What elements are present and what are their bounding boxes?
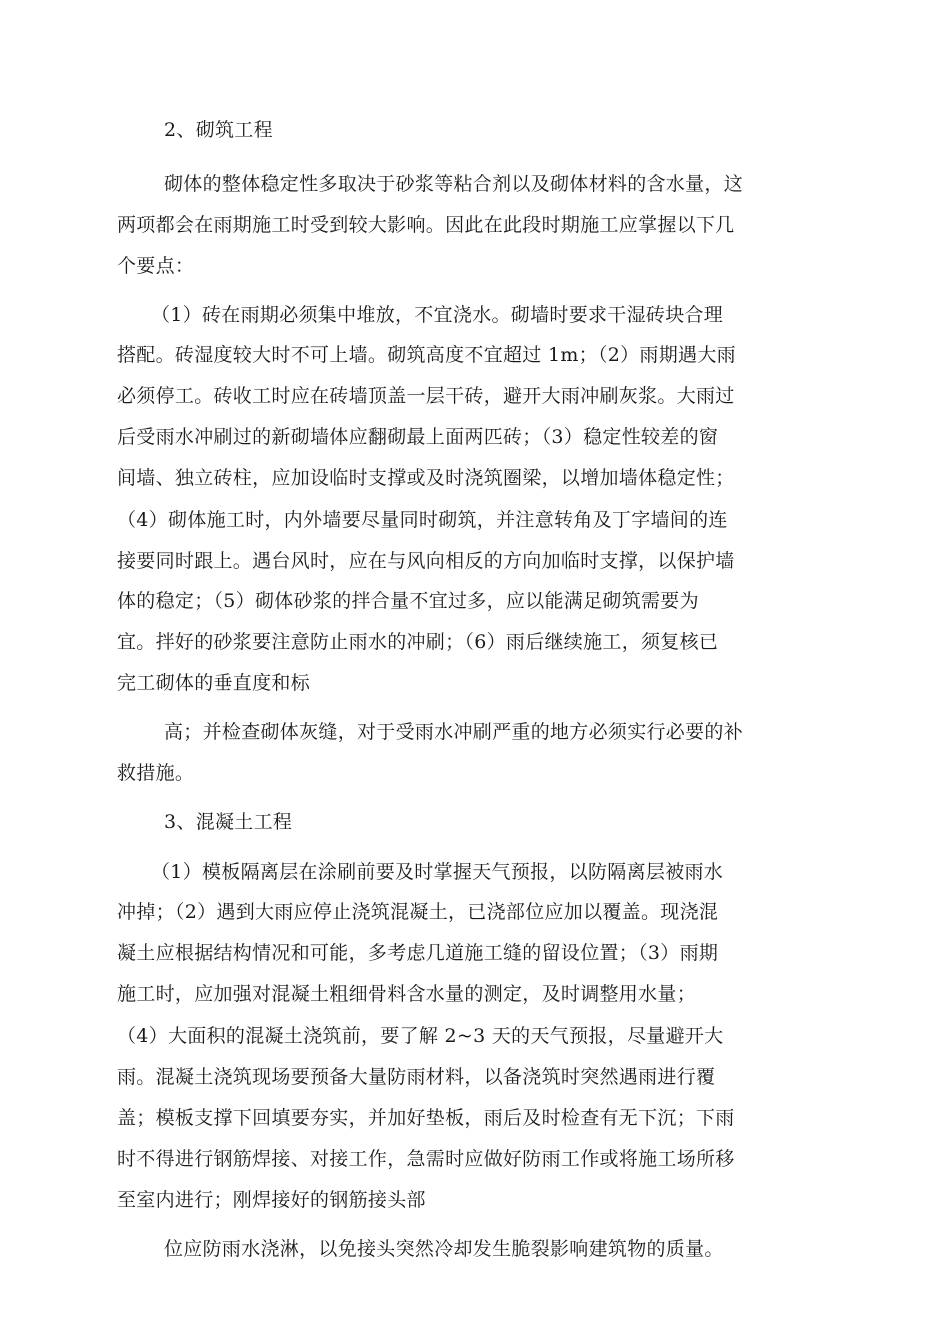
text-line: 施工时，应加强对混凝土粗细骨料含水量的测定，及时调整用水量； bbox=[117, 983, 697, 1005]
text-line: 宜。拌好的砂浆要注意防止雨水的冲刷；（6）雨后继续施工，须复核已 bbox=[117, 631, 719, 653]
text-line: 时不得进行钢筋焊接、对接工作，急需时应做好防雨工作或将施工场所移 bbox=[117, 1148, 735, 1170]
text-line: 高；并检查砌体灰缝，对于受雨水冲刷严重的地方必须实行必要的补 bbox=[164, 721, 744, 743]
text-line: （1）砖在雨期必须集中堆放，不宜浇水。砌墙时要求干湿砖块合理 bbox=[151, 304, 724, 326]
text-line: 两项都会在雨期施工时受到较大影响。因此在此段时期施工应掌握以下几 bbox=[117, 214, 735, 236]
text-line: 盖；模板支撑下回填要夯实，并加好垫板，雨后及时检查有无下沉；下雨 bbox=[117, 1107, 735, 1129]
text-line: 间墙、独立砖柱，应加设临时支撑或及时浇筑圈梁，以增加墙体稳定性； bbox=[117, 467, 735, 489]
text-line: 位应防雨水浇淋，以免接头突然冷却发生脆裂影响建筑物的质量。 bbox=[164, 1238, 724, 1260]
text-line: 体的稳定；（5）砌体砂浆的拌合量不宜过多，应以能满足砌筑需要为 bbox=[117, 590, 699, 612]
text-line: 完工砌体的垂直度和标 bbox=[117, 672, 311, 694]
text-line: （4）大面积的混凝土浇筑前，要了解 2~3 天的天气预报，尽量避开大 bbox=[117, 1025, 724, 1047]
section-heading: 2、砌筑工程 bbox=[164, 119, 273, 141]
text-line: 救措施。 bbox=[117, 762, 195, 784]
text-line: 砌体的整体稳定性多取决于砂浆等粘合剂以及砌体材料的含水量，这 bbox=[164, 173, 744, 195]
text-line: （4）砌体施工时，内外墙要尽量同时砌筑，并注意转角及丁字墙间的连 bbox=[117, 509, 728, 531]
section-heading: 3、混凝土工程 bbox=[164, 811, 293, 833]
text-line: 凝土应根据结构情况和可能，多考虑几道施工缝的留设位置；（3）雨期 bbox=[117, 942, 719, 964]
text-line: 个要点： bbox=[117, 255, 195, 277]
text-line: （1）模板隔离层在涂刷前要及时掌握天气预报，以防隔离层被雨水 bbox=[151, 861, 724, 883]
text-line: 必须停工。砖收工时应在砖墙顶盖一层干砖，避开大雨冲刷灰浆。大雨过 bbox=[117, 385, 735, 407]
text-line: 至室内进行；刚焊接好的钢筋接头部 bbox=[117, 1189, 426, 1211]
text-line: 搭配。砖湿度较大时不可上墙。砌筑高度不宜超过 1m；（2）雨期遇大雨 bbox=[117, 344, 736, 366]
text-line: 接要同时跟上。遇台风时，应在与风向相反的方向加临时支撑，以保护墙 bbox=[117, 550, 735, 572]
text-line: 后受雨水冲刷过的新砌墙体应翻砌最上面两匹砖；（3）稳定性较差的窗 bbox=[117, 426, 719, 448]
text-line: 冲掉；（2）遇到大雨应停止浇筑混凝土，已浇部位应加以覆盖。现浇混 bbox=[117, 901, 719, 923]
text-line: 雨。混凝土浇筑现场要预备大量防雨材料，以备浇筑时突然遇雨进行覆 bbox=[117, 1066, 716, 1088]
